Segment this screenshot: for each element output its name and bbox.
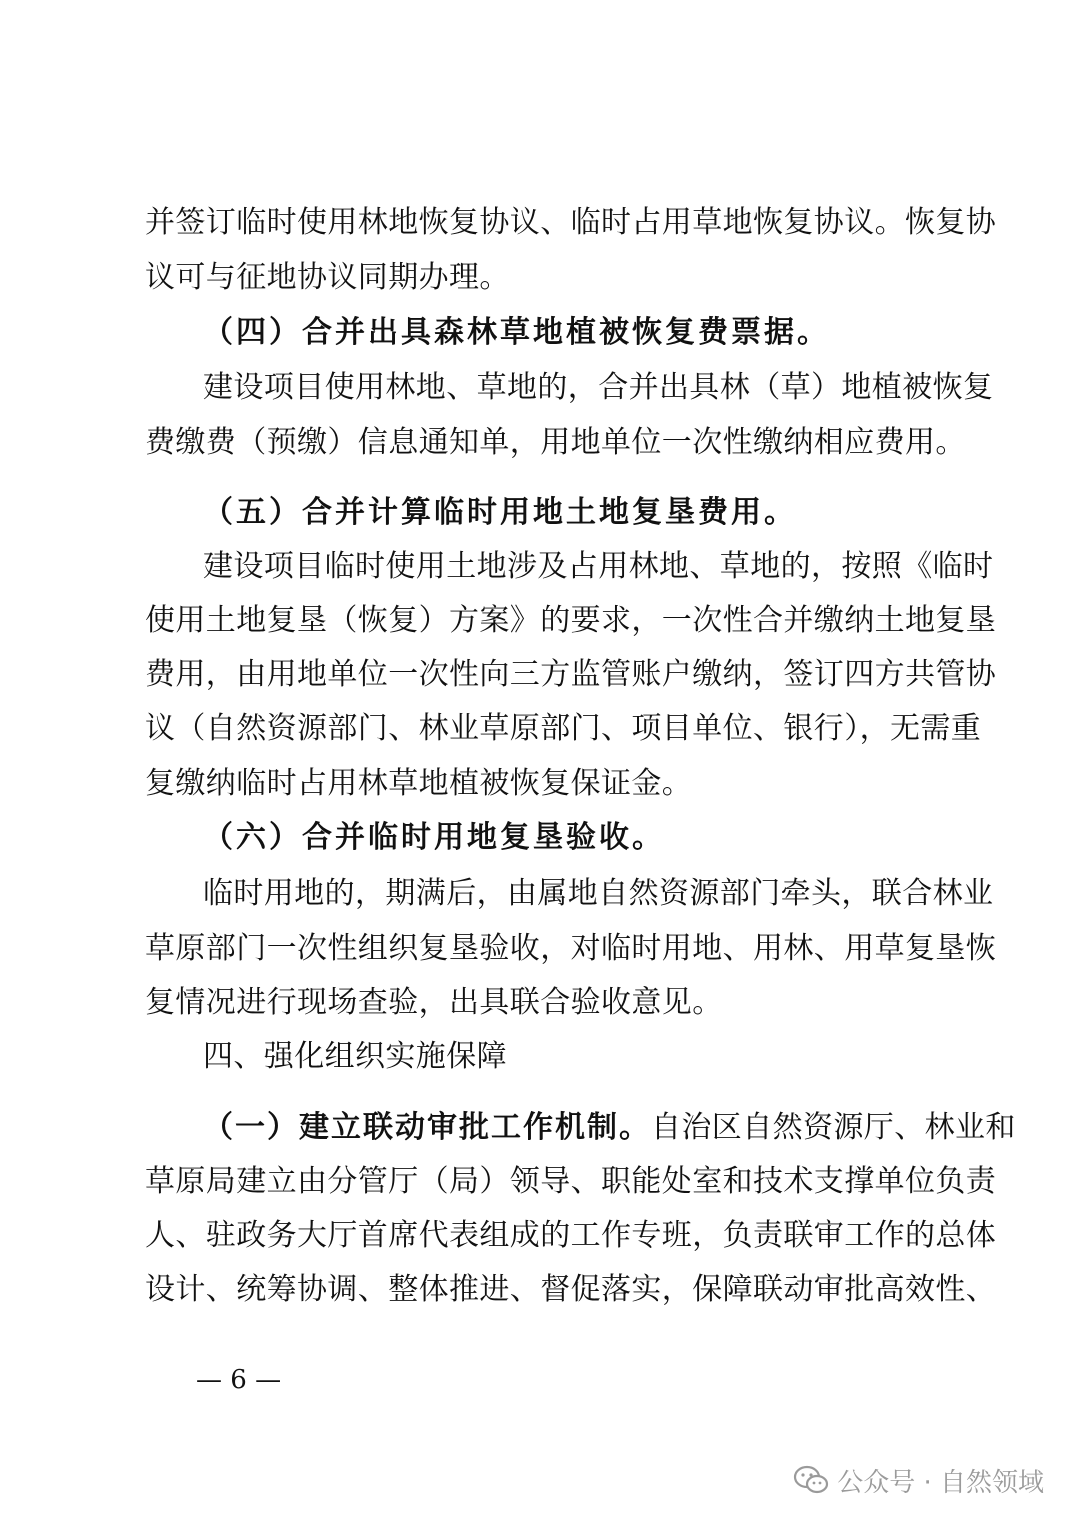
body-text-line: 费用，由用地单位一次性向三方监管账户缴纳，签订四方共管协	[145, 657, 997, 692]
body-text-line: 议（自然资源部门、林业草原部门、项目单位、银行），无需重	[145, 711, 982, 746]
body-text-line: 草原局建立由分管厅（局）领导、职能处室和技术支撑单位负责	[145, 1164, 997, 1199]
body-text-line: 临时用地的，期满后，由属地自然资源部门牵头，联合林业	[203, 876, 994, 911]
subheading-4: （四）合并出具森林草地植被恢复费票据。	[203, 315, 830, 350]
body-text-line: 人、驻政务大厅首席代表组成的工作专班，负责联审工作的总体	[145, 1218, 997, 1253]
body-text-line: 复情况进行现场查验，出具联合验收意见。	[145, 985, 723, 1020]
body-text-line: 草原部门一次性组织复垦验收，对临时用地、用林、用草复垦恢	[145, 931, 997, 966]
body-text-line: 并签订临时使用林地恢复协议、临时占用草地恢复协议。恢复协	[145, 205, 997, 240]
body-text-line: 使用土地复垦（恢复）方案》的要求，一次性合并缴纳土地复垦	[145, 603, 997, 638]
body-text-line: 设计、统筹协调、整体推进、督促落实，保障联动审批高效性、	[145, 1272, 997, 1307]
subheading-6: （六）合并临时用地复垦验收。	[203, 820, 665, 855]
wechat-icon	[793, 1465, 829, 1495]
watermark	[793, 1460, 1044, 1500]
body-text-line: 费缴费（预缴）信息通知单，用地单位一次性缴纳相应费用。	[145, 425, 966, 460]
body-text-line: 建设项目使用林地、草地的，合并出具林（草）地植被恢复	[203, 370, 994, 405]
body-text-line: 议可与征地协议同期办理。	[145, 260, 510, 295]
subheading-4-1: （一）建立联动审批工作机制。	[203, 1110, 651, 1145]
watermark-text: 公众号 · 自然领域	[837, 1467, 1044, 1498]
inline-text: 自治区自然资源厅、林业和	[651, 1110, 1016, 1145]
subheading-5: （五）合并计算临时用地土地复垦费用。	[203, 495, 797, 530]
body-text-line: 复缴纳临时占用林草地植被恢复保证金。	[145, 766, 693, 801]
body-text-line: 建设项目临时使用土地涉及占用林地、草地的，按照《临时	[203, 549, 994, 584]
body-text-line	[203, 1108, 1016, 1148]
section-heading: 四、强化组织实施保障	[203, 1039, 507, 1074]
page-number: — 6 —	[196, 1365, 282, 1395]
